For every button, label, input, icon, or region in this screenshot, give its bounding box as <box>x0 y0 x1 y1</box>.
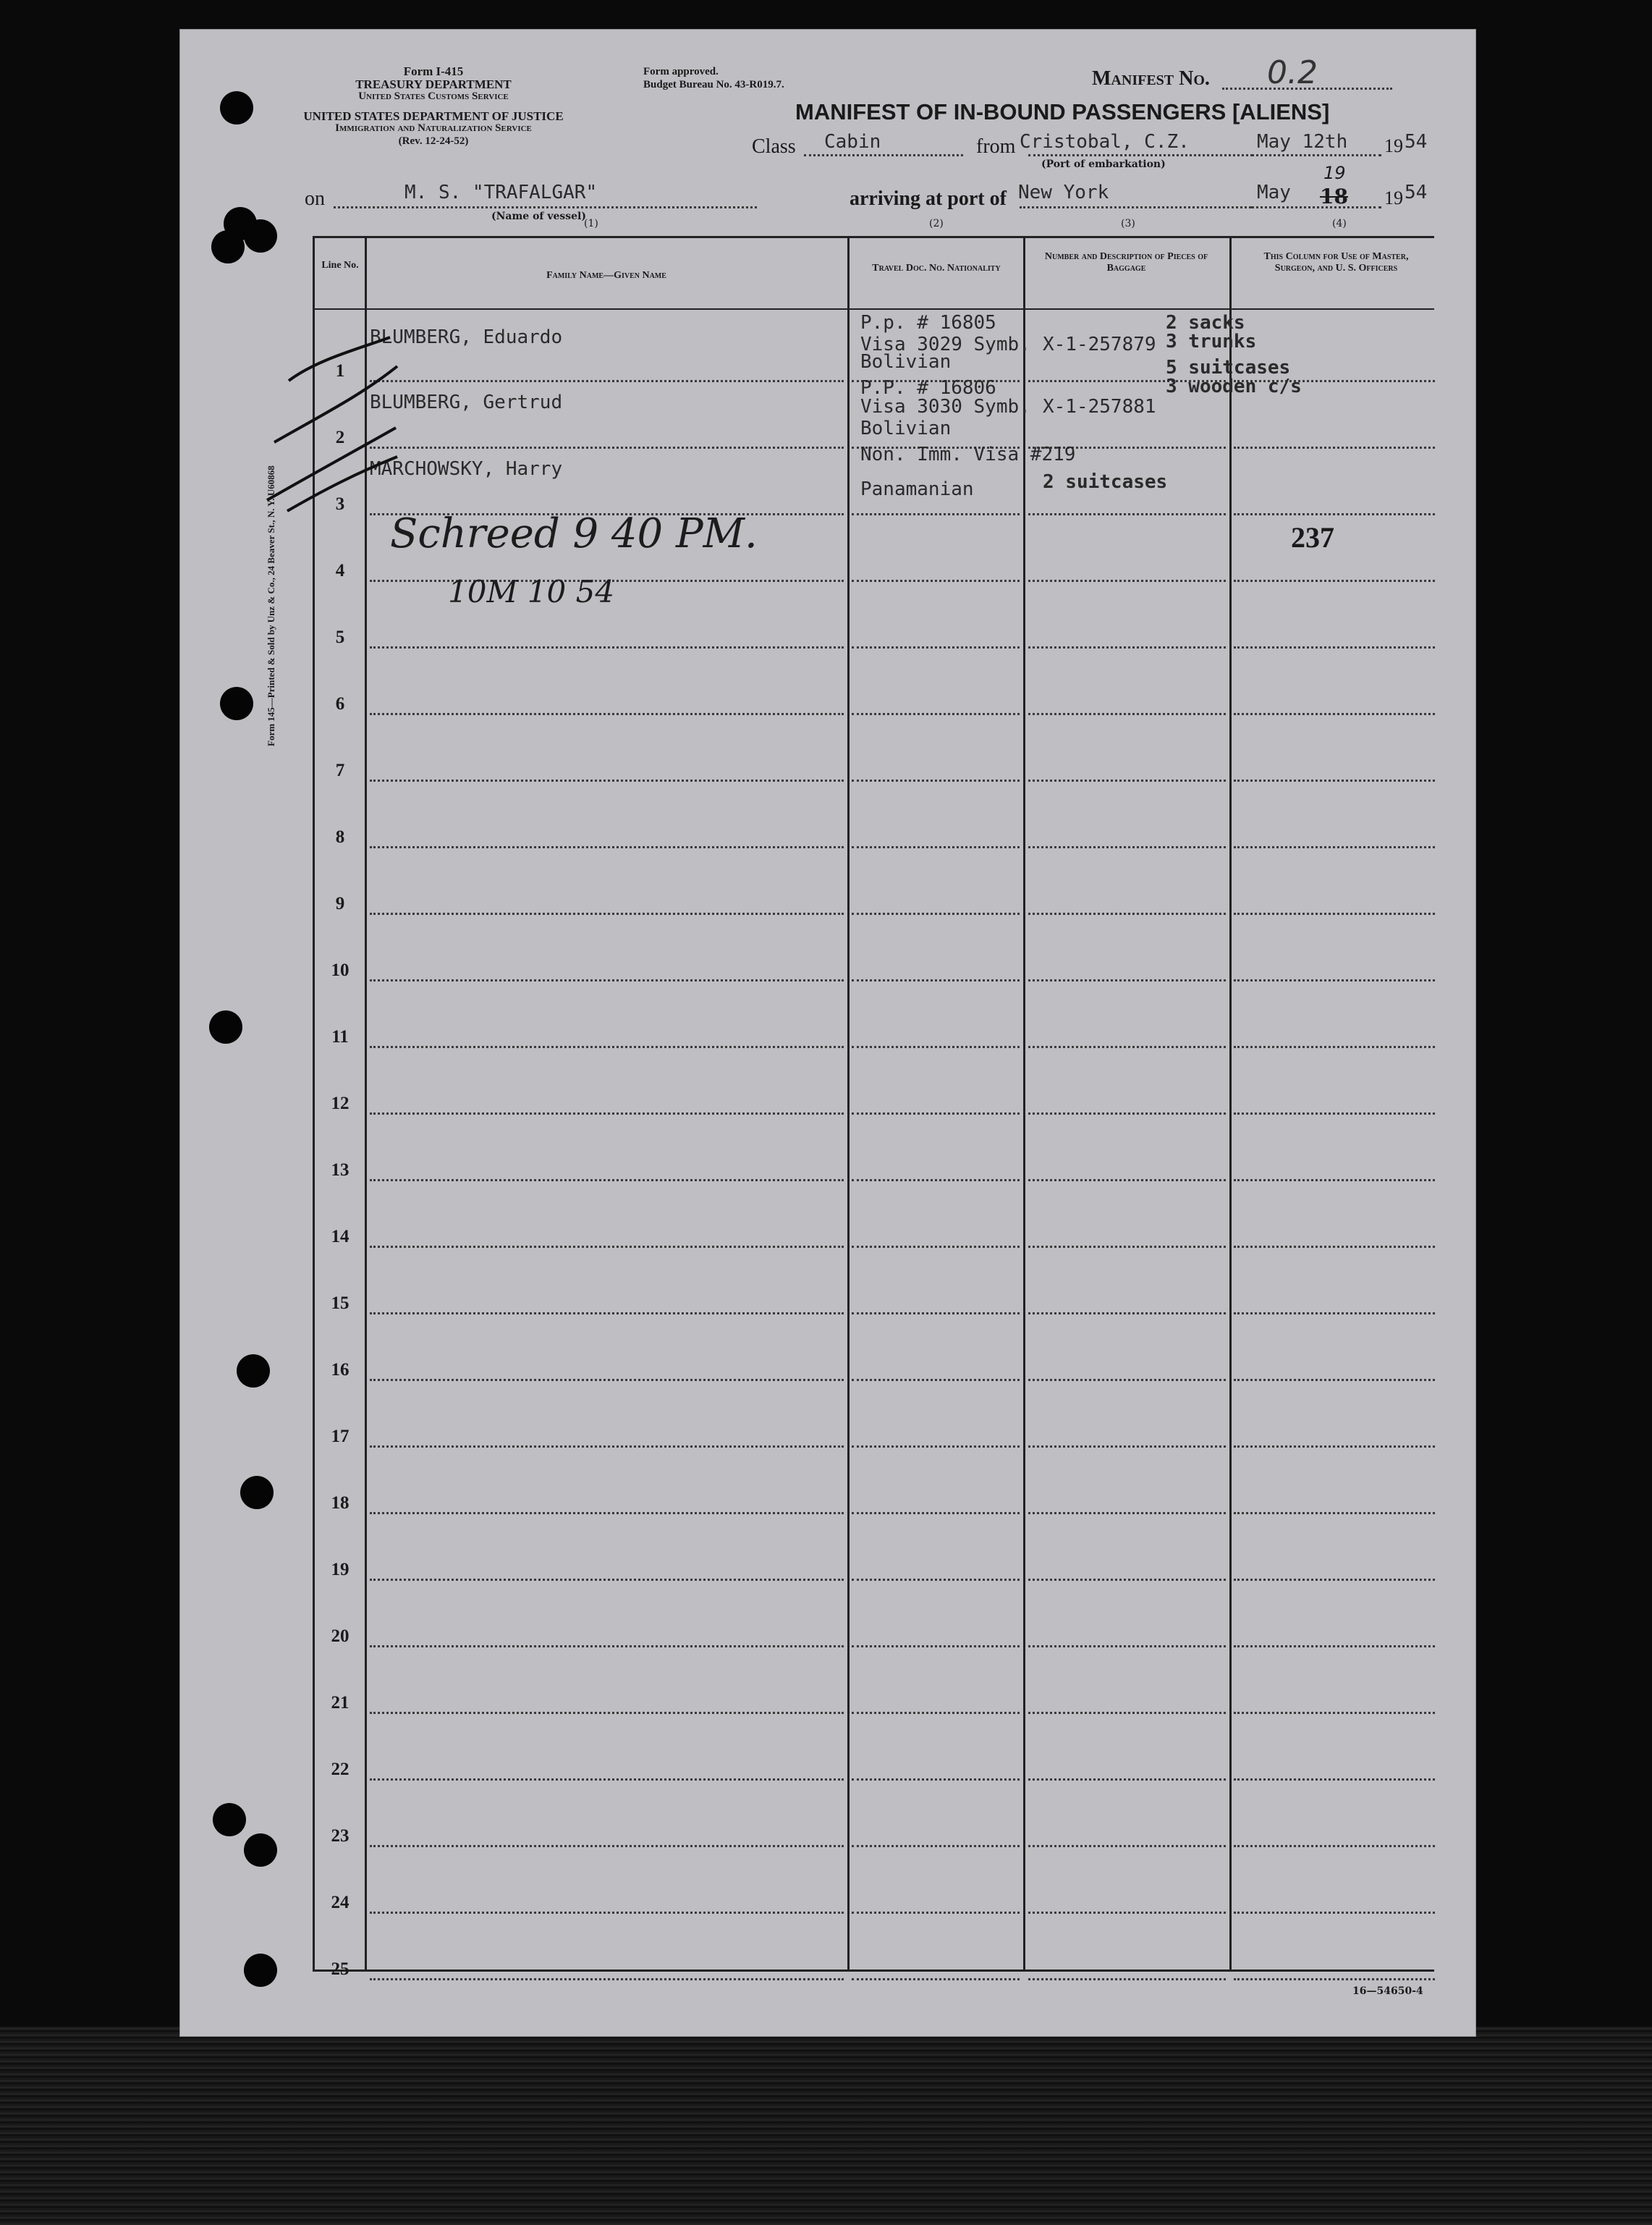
handwritten-annotation: Schreed 9 40 PM. <box>390 510 758 557</box>
row-line <box>370 1845 844 1847</box>
header-name: Family Name—Given Name <box>546 270 666 281</box>
row-line <box>1028 913 1226 915</box>
row-line <box>370 447 844 449</box>
line-number: 7 <box>335 761 345 780</box>
vessel-label: (Name of vessel) <box>491 211 586 222</box>
port-line <box>1020 206 1251 208</box>
row-line <box>852 513 1020 515</box>
footer-code: 16—54650-4 <box>1352 1985 1423 1997</box>
ins-service: Immigration and Naturalization Service <box>335 122 532 134</box>
row-line <box>1028 1312 1226 1314</box>
row-line <box>1234 646 1435 649</box>
row-line <box>1234 1778 1435 1781</box>
row-line <box>370 780 844 782</box>
row-line <box>1234 1912 1435 1914</box>
row-line <box>1028 713 1226 715</box>
doj: UNITED STATES DEPARTMENT OF JUSTICE <box>303 109 564 123</box>
row-line <box>1028 1179 1226 1181</box>
row-line <box>1234 1379 1435 1381</box>
form-number: Form I-415 <box>403 64 464 78</box>
manifest-title: MANIFEST OF IN-BOUND PASSENGERS [ALIENS] <box>795 99 1330 124</box>
port-value: New York <box>1018 182 1109 203</box>
row-line <box>1028 1046 1226 1048</box>
travel-col-border <box>1023 236 1025 1972</box>
vessel-line <box>334 206 757 208</box>
arriving-label: arriving at port of <box>850 187 1007 210</box>
row-line <box>370 1579 844 1581</box>
manifest-no-label: Manifest No. <box>1092 67 1210 90</box>
row-line <box>1028 646 1226 649</box>
row-line <box>852 1445 1020 1448</box>
header-line-no: Line No. <box>321 260 359 271</box>
row-line <box>1028 979 1226 981</box>
scanner-background <box>0 2027 1652 2225</box>
line-number: 2 <box>335 428 345 447</box>
row-line <box>852 1046 1020 1048</box>
line-number: 18 <box>331 1493 350 1513</box>
passenger-doc1: P.p. # 16805 <box>860 312 996 334</box>
header-travel: Travel Doc. No. Nationality <box>872 263 1001 274</box>
row-line <box>370 713 844 715</box>
line-number: 4 <box>335 561 345 580</box>
row-line <box>1234 1712 1435 1714</box>
customs-service: United States Customs Service <box>358 90 509 102</box>
table-top-border <box>313 236 1434 238</box>
row-line <box>370 1379 844 1381</box>
row-line <box>1234 846 1435 848</box>
row-line <box>1234 780 1435 782</box>
punch-hole <box>244 1954 277 1987</box>
row-line <box>370 1046 844 1048</box>
line-number: 21 <box>331 1693 350 1713</box>
row-line <box>1028 1712 1226 1714</box>
row-line <box>370 1112 844 1115</box>
manifest-no-value: 0.2 <box>1267 54 1318 91</box>
line-number: 13 <box>331 1160 350 1180</box>
row-line <box>370 1645 844 1647</box>
row-line <box>370 1312 844 1314</box>
row-line <box>852 1179 1020 1181</box>
punch-hole <box>244 219 277 253</box>
col-num-2: (2) <box>929 218 944 229</box>
row-line <box>1028 1379 1226 1381</box>
from-line <box>1028 154 1253 156</box>
line-number: 5 <box>335 628 345 647</box>
date1-value: May 12th <box>1257 131 1348 153</box>
line-number: 9 <box>335 894 345 913</box>
line-number: 6 <box>335 694 345 714</box>
row-line <box>370 846 844 848</box>
row-line <box>1234 1579 1435 1581</box>
row-line <box>852 1312 1020 1314</box>
year1-value: 54 <box>1405 131 1428 153</box>
manifest-page <box>179 29 1476 2037</box>
col-num-4: (4) <box>1332 218 1347 229</box>
baggage-col-border <box>1229 236 1232 1972</box>
row-line <box>852 1512 1020 1514</box>
date2-struck: 18 <box>1320 185 1348 208</box>
passenger-nationality: Bolivian <box>860 418 952 439</box>
date2-line <box>1251 206 1381 208</box>
line-number: 11 <box>331 1027 349 1047</box>
punch-hole <box>240 1476 274 1509</box>
row-line <box>852 1712 1020 1714</box>
row-line <box>1028 1579 1226 1581</box>
row-line <box>852 1112 1020 1115</box>
table-bottom-border <box>313 1969 1434 1972</box>
line-number: 14 <box>331 1227 350 1246</box>
passenger-name: BLUMBERG, Gertrud <box>370 392 563 413</box>
date1-line <box>1251 154 1381 156</box>
row-line <box>1234 513 1435 515</box>
line-number: 8 <box>335 827 345 847</box>
row-line <box>1234 1179 1435 1181</box>
printer-imprint: Form 145—Printed & Sold by Unz & Co., 24 Beaver St., N. Y. U60868 <box>266 465 276 746</box>
handwritten-annotation: 10M 10 54 <box>448 574 615 609</box>
budget-bureau: Budget Bureau No. 43-R019.7. <box>643 79 784 90</box>
row-line <box>1234 1445 1435 1448</box>
row-line <box>1028 780 1226 782</box>
row-line <box>1028 580 1226 582</box>
vessel-name: M. S. "TRAFALGAR" <box>404 182 598 203</box>
row-line <box>852 979 1020 981</box>
row-line <box>1028 1246 1226 1248</box>
row-line <box>1234 1512 1435 1514</box>
punch-hole <box>213 1803 246 1836</box>
line-number: 25 <box>331 1959 350 1979</box>
row-line <box>1028 1645 1226 1647</box>
row-line <box>1028 1912 1226 1914</box>
row-line <box>852 580 1020 582</box>
baggage-tag: X-1-257881 <box>1043 396 1156 418</box>
line-number: 20 <box>331 1626 350 1646</box>
row-line <box>370 646 844 649</box>
line-number: 15 <box>331 1293 350 1313</box>
line-number: 1 <box>335 361 345 381</box>
row-line <box>852 1778 1020 1781</box>
line-number: 24 <box>331 1893 350 1912</box>
name-col-border <box>847 236 850 1972</box>
row-line <box>370 1246 844 1248</box>
row-line <box>370 1712 844 1714</box>
punch-hole <box>211 230 245 263</box>
passenger-nationality: Bolivian <box>860 351 952 373</box>
col-num-3: (3) <box>1121 218 1135 229</box>
line-number: 17 <box>331 1427 350 1446</box>
on-label: on <box>305 187 325 210</box>
row-line <box>370 1512 844 1514</box>
passenger-doc1: Non. Imm. Visa #219 <box>860 444 1076 465</box>
date2-handwritten: 19 <box>1323 163 1346 183</box>
row-line <box>1234 1645 1435 1647</box>
punch-hole <box>237 1354 270 1388</box>
port-embark-label: (Port of embarkation) <box>1041 159 1166 170</box>
from-value: Cristobal, C.Z. <box>1020 131 1190 153</box>
row-line <box>1234 1046 1435 1048</box>
row-line <box>1234 580 1435 582</box>
row-line <box>852 1579 1020 1581</box>
baggage-tag: X-1-257879 <box>1043 334 1156 355</box>
treasury-dept: TREASURY DEPARTMENT <box>355 77 512 91</box>
check-mark <box>289 337 390 381</box>
row-line <box>852 1845 1020 1847</box>
row-line <box>370 1445 844 1448</box>
row-line <box>852 1379 1020 1381</box>
baggage-item: 2 sacks <box>1166 312 1245 334</box>
class-line <box>804 154 963 156</box>
row-line <box>1234 1112 1435 1115</box>
row-line <box>852 846 1020 848</box>
baggage-item: 5 suitcases <box>1166 357 1291 379</box>
row-line <box>1234 713 1435 715</box>
passenger-nationality: Panamanian <box>860 478 974 500</box>
row-line <box>370 1179 844 1181</box>
revision: (Rev. 12-24-52) <box>398 135 469 147</box>
row-line <box>370 1778 844 1781</box>
row-line <box>370 979 844 981</box>
passenger-doc2: Visa 3029 Symb. <box>860 334 1030 355</box>
form-approved: Form approved. <box>643 66 719 77</box>
row-line <box>1028 1112 1226 1115</box>
line-number: 22 <box>331 1760 350 1779</box>
punch-hole <box>220 91 253 124</box>
row-line <box>852 1246 1020 1248</box>
row-line <box>852 913 1020 915</box>
passenger-name: BLUMBERG, Eduardo <box>370 326 563 348</box>
col-num-1: (1) <box>584 218 598 229</box>
punch-hole <box>209 1010 242 1044</box>
baggage-item: 3 wooden c/s <box>1166 376 1302 397</box>
passenger-name: MARCHOWSKY, Harry <box>370 458 563 480</box>
row-line <box>1234 913 1435 915</box>
row-line <box>1028 1512 1226 1514</box>
row-line <box>1028 1845 1226 1847</box>
year2-value: 54 <box>1405 182 1428 203</box>
row-line <box>1234 1312 1435 1314</box>
date2-month: May <box>1257 182 1291 203</box>
row-line <box>1028 1445 1226 1448</box>
row-line <box>1028 513 1226 515</box>
row-line <box>852 1645 1020 1647</box>
punch-hole <box>244 1833 277 1867</box>
row-line <box>1234 447 1435 449</box>
from-label: from <box>976 135 1016 158</box>
row-line <box>852 1912 1020 1914</box>
row-line <box>1234 1978 1435 1980</box>
line-number: 19 <box>331 1560 350 1579</box>
header-baggage: Number and Description of Pieces of Baggage <box>1044 251 1208 274</box>
row-line <box>1028 1978 1226 1980</box>
row-line <box>852 1978 1020 1980</box>
row-line <box>852 780 1020 782</box>
row-line <box>852 646 1020 649</box>
row-line <box>1234 1246 1435 1248</box>
punch-hole <box>220 687 253 720</box>
line-number: 3 <box>335 494 345 514</box>
year2-prefix: 19 <box>1384 187 1403 208</box>
line-number: 12 <box>331 1094 350 1113</box>
header-bottom-border <box>313 308 1434 310</box>
row-line <box>1028 1778 1226 1781</box>
row-line <box>852 713 1020 715</box>
row-line <box>370 380 844 382</box>
header-officers: This Column for Use of Master, Surgeon, and U. S. Officers <box>1263 251 1409 274</box>
row-line <box>1028 846 1226 848</box>
year1-prefix: 19 <box>1384 135 1403 156</box>
line-number: 23 <box>331 1826 350 1846</box>
row-line <box>370 1912 844 1914</box>
class-value: Cabin <box>824 131 881 153</box>
line-number: 16 <box>331 1360 350 1380</box>
passenger-doc2: Visa 3030 Symb. <box>860 396 1030 418</box>
officer-number: 237 <box>1291 521 1334 554</box>
baggage-item: 3 trunks <box>1166 331 1257 352</box>
row-line <box>370 1978 844 1980</box>
row-line <box>1234 979 1435 981</box>
check-mark <box>287 457 397 511</box>
row-line <box>1234 1845 1435 1847</box>
row-line <box>370 913 844 915</box>
line-number: 10 <box>331 960 350 980</box>
passenger-doc1: P.P. # 16806 <box>860 377 996 399</box>
baggage-tag: 2 suitcases <box>1043 471 1168 493</box>
class-label: Class <box>752 135 796 158</box>
